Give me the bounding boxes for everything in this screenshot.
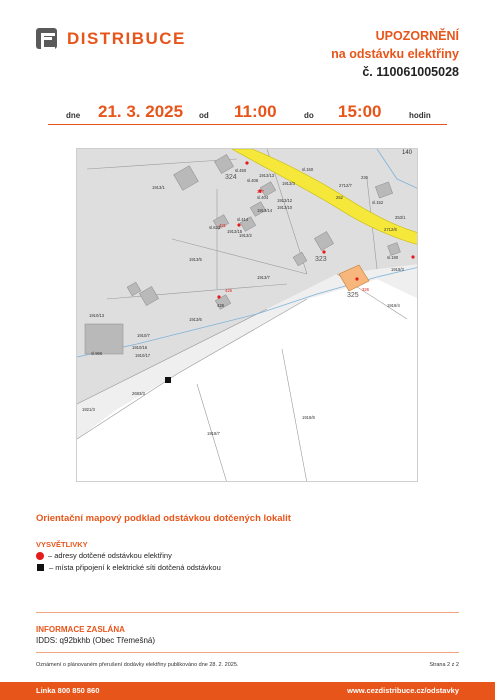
parcel-label: 2712/6 (384, 227, 397, 232)
parcel-label: 1918/4 (387, 303, 400, 308)
parcel-label: 1910/13 (89, 313, 105, 318)
page-number: Strana 2 z 2 (429, 662, 459, 668)
brand-name: DISTRIBUCE (67, 28, 186, 48)
to-label: do (304, 111, 314, 120)
parcel-label: 421 (219, 223, 226, 228)
parcel-label: 326 (362, 287, 369, 292)
notice-subtitle: na odstávku elektřiny (331, 47, 459, 61)
parcel-label: sl.190 (387, 255, 399, 260)
parcel-label: 1913/12 (277, 198, 293, 203)
website-link[interactable]: www.cezdistribuce.cz/odstavky (347, 686, 459, 695)
parcel-label: 325 (347, 292, 359, 299)
parcel-label: 426 (225, 288, 232, 293)
parcel-label: 1913/14 (257, 208, 273, 213)
parcel-label: 140 (402, 150, 413, 156)
parcel-label: 1913/2 (239, 233, 252, 238)
legend-text-connections: – místa připojení k elektrické síti dotčená odstávkou (49, 563, 221, 572)
publication-note: Oznámení o plánovaném přerušení dodávky elektřiny publikováno dne 28. 2. 2025. (36, 662, 239, 668)
parcel-label: 1913/5 (189, 257, 202, 262)
date-label: dne (66, 111, 81, 120)
legend-item-connections (36, 563, 221, 572)
from-time: 11:00 (234, 102, 277, 121)
parcel-label: sl.152 (372, 200, 384, 205)
parcel-label: 1910/17 (135, 353, 151, 358)
parcel-label: 1918/3 (391, 267, 404, 272)
parcel-label: 236 (361, 175, 368, 180)
cadastral-map (76, 148, 418, 482)
connection-point-marker (165, 377, 171, 383)
outage-date: 21. 3. 2025 (98, 102, 184, 121)
hotline: Linka 800 850 860 (36, 686, 100, 695)
parcel-label: 1913/7 (257, 275, 270, 280)
parcel-label: 1913/13 (259, 173, 275, 178)
parcel-label: 253/1 (395, 215, 406, 220)
info-recipient: IDDS: q92bkhb (Obec Třemešná) (36, 636, 156, 645)
section-divider (36, 612, 459, 613)
parcel-label: 1918/8 (302, 415, 315, 420)
legend-text-addresses: – adresy dotčené odstávkou elektřiny (48, 551, 172, 560)
parcel-label: 1913/3 (282, 181, 295, 186)
black-square-icon (37, 564, 44, 571)
parcel-label: 1910/7 (137, 333, 150, 338)
map-caption: Orientační mapový podklad odstávkou dotčených lokalit (36, 513, 291, 524)
parcel-label: 2683/3 (132, 391, 145, 396)
parcel-label: 327 (257, 189, 264, 194)
footer-bar (0, 682, 495, 700)
hours-label: hodin (409, 111, 431, 120)
legend-item-addresses (36, 551, 172, 560)
parcel-label: 1921/3 (82, 407, 95, 412)
parcel-label: sl.450 (235, 168, 247, 173)
outage-schedule (48, 102, 447, 122)
parcel-label: sl.414 (237, 217, 249, 222)
parcel-label: sl.966 (91, 351, 103, 356)
parcel-label: 2712/7 (339, 183, 352, 188)
schedule-divider (48, 124, 447, 125)
legend-title: VYSVĚTLIVKY (36, 540, 88, 549)
parcel-label: 324 (225, 174, 237, 181)
parcel-label: sl.150 (302, 167, 314, 172)
footer-divider (36, 652, 459, 653)
map-svg (77, 149, 418, 482)
notice-number: č. 110061005028 (362, 65, 459, 79)
parcel-label: 428 (217, 303, 224, 308)
parcel-label: sl.406 (247, 178, 259, 183)
notice-header (331, 27, 459, 81)
parcel-label: 323 (315, 256, 327, 263)
red-dot-icon (36, 552, 44, 560)
parcel-label: 1913/6 (189, 317, 202, 322)
to-time: 15:00 (338, 102, 382, 121)
brand-logo (36, 28, 186, 49)
parcel-label: 252 (336, 195, 343, 200)
parcel-label: sl.404 (257, 195, 269, 200)
parcel-label: 1913/1 (152, 185, 165, 190)
parcel-label: 1918/7 (207, 431, 220, 436)
info-title: INFORMACE ZASLÁNA (36, 625, 125, 634)
parcel-label: 1910/16 (132, 345, 148, 350)
notice-title: UPOZORNĚNÍ (375, 29, 459, 43)
parcel-label: 1913/15 (227, 229, 243, 234)
from-label: od (199, 111, 209, 120)
parcel-label: 1913/10 (277, 205, 293, 210)
parcel-label: sl.623 (209, 225, 221, 230)
cez-logo-icon (36, 28, 57, 49)
